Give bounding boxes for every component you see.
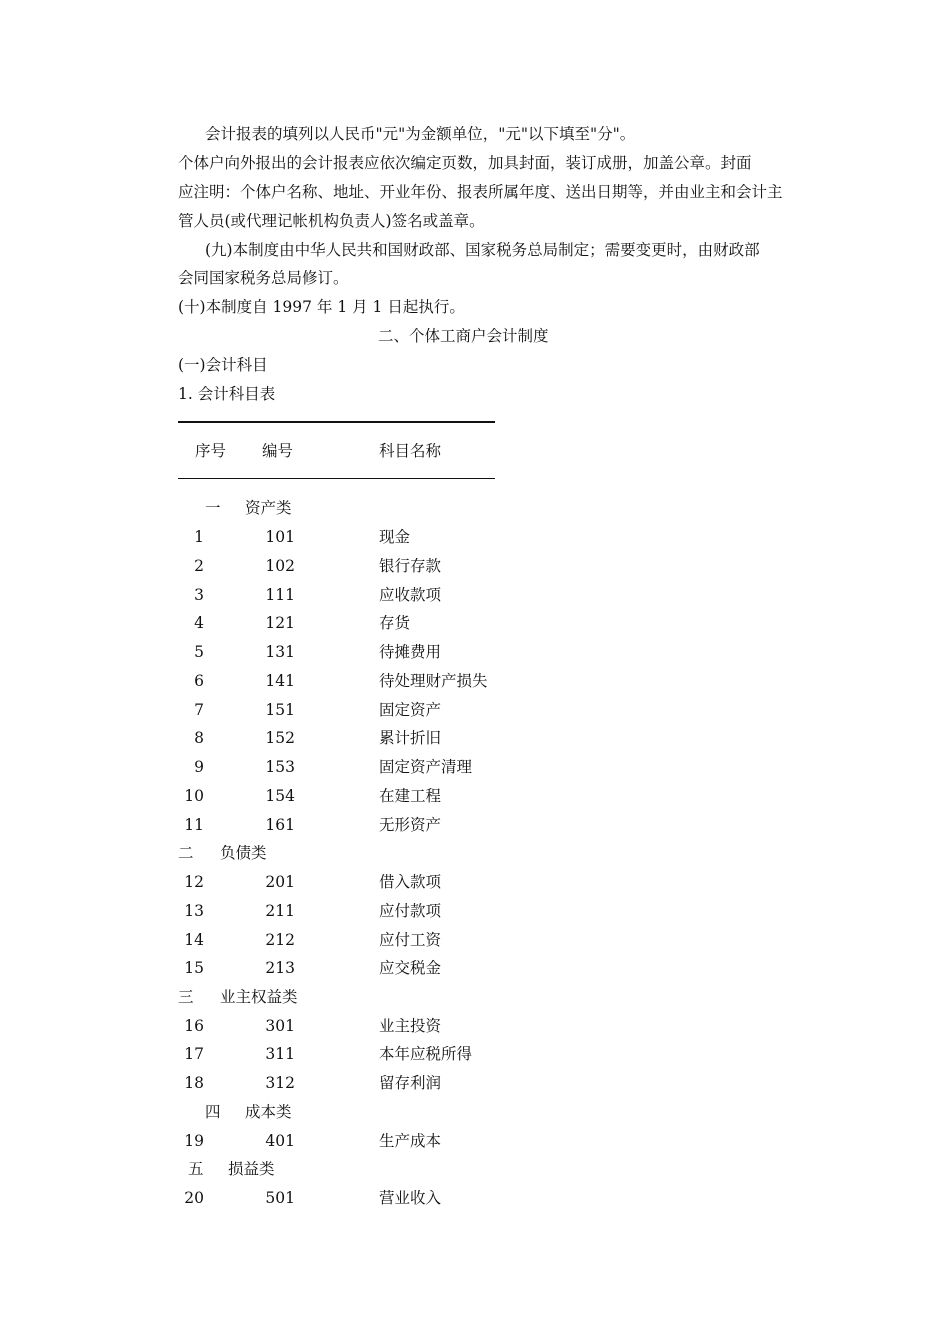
table-top-rule [178,421,495,423]
row-seq: 13 [184,902,204,920]
category-label: 资产类 [245,499,292,517]
header-seq: 序号 [195,442,227,460]
row-seq: 8 [194,729,204,747]
row-name: 无形资产 [379,816,442,834]
row-seq: 5 [194,643,204,661]
row-code: 311 [265,1045,295,1063]
row-name: 本年应税所得 [379,1045,473,1063]
row-name: 应付款项 [379,902,442,920]
category-num: 一 [205,499,221,517]
subsection-title: (一)会计科目 [178,356,268,374]
row-name: 待摊费用 [379,643,442,661]
table-title: 1. 会计科目表 [178,385,276,403]
category-label: 业主权益类 [220,988,298,1006]
row-seq: 17 [184,1045,204,1063]
row-code: 401 [265,1132,295,1150]
row-seq: 15 [184,959,204,977]
row-name: 固定资产清理 [379,758,473,776]
category-num: 二 [178,844,194,862]
header-code: 编号 [262,442,294,460]
row-code: 213 [265,959,295,977]
row-seq: 7 [194,701,204,719]
row-name: 应收款项 [379,586,442,604]
row-seq: 6 [194,672,204,690]
row-name: 生产成本 [379,1132,442,1150]
row-code: 121 [265,614,295,632]
row-code: 201 [265,873,295,891]
paragraph-report-line-1: 个体户向外报出的会计报表应依次编定页数，加具封面，装订成册，加盖公章。封面 [178,154,752,172]
row-name: 存货 [379,614,411,632]
row-code: 154 [265,787,295,805]
row-code: 141 [265,672,295,690]
row-code: 102 [265,557,295,575]
row-seq: 1 [194,528,204,546]
paragraph-report-line-3: 管人员(或代理记帐机构负责人)签名或盖章。 [178,212,485,230]
section-title: 二、个体工商户会计制度 [378,327,549,345]
row-seq: 16 [184,1017,204,1035]
row-seq: 2 [194,557,204,575]
row-name: 应交税金 [379,959,442,977]
category-label: 损益类 [228,1160,275,1178]
row-code: 212 [265,931,295,949]
paragraph-nine-line-2: 会同国家税务总局修订。 [178,269,349,287]
row-seq: 18 [184,1074,204,1092]
row-name: 借入款项 [379,873,442,891]
header-name: 科目名称 [379,442,442,460]
row-seq: 10 [184,787,204,805]
row-seq: 3 [194,586,204,604]
category-label: 成本类 [245,1103,292,1121]
category-num: 三 [178,988,194,1006]
row-seq: 9 [194,758,204,776]
row-name: 银行存款 [379,557,442,575]
category-num: 五 [188,1160,204,1178]
row-name: 应付工资 [379,931,442,949]
row-name: 固定资产 [379,701,442,719]
table-header-rule [178,478,495,479]
category-label: 负债类 [220,844,267,862]
row-seq: 19 [184,1132,204,1150]
row-code: 301 [265,1017,295,1035]
row-seq: 14 [184,931,204,949]
row-seq: 11 [184,816,204,834]
row-name: 累计折旧 [379,729,442,747]
category-num: 四 [205,1103,221,1121]
row-code: 312 [265,1074,295,1092]
paragraph-unit: 会计报表的填列以人民币"元"为金额单位，"元"以下填至"分"。 [205,125,636,143]
row-name: 在建工程 [379,787,442,805]
row-code: 111 [265,586,295,604]
row-name: 现金 [379,528,411,546]
row-code: 501 [265,1189,295,1207]
row-name: 营业收入 [379,1189,442,1207]
row-seq: 4 [194,614,204,632]
row-name: 待处理财产损失 [379,672,488,690]
paragraph-nine-line-1: (九)本制度由中华人民共和国财政部、国家税务总局制定；需要变更时，由财政部 [205,241,760,259]
row-seq: 20 [184,1189,204,1207]
row-name: 业主投资 [379,1017,442,1035]
row-name: 留存利润 [379,1074,442,1092]
row-code: 152 [265,729,295,747]
paragraph-ten: (十)本制度自 1997 年 1 月 1 日起执行。 [178,298,465,316]
row-code: 101 [265,528,295,546]
row-seq: 12 [184,873,204,891]
row-code: 151 [265,701,295,719]
row-code: 161 [265,816,295,834]
row-code: 211 [265,902,295,920]
paragraph-report-line-2: 应注明：个体户名称、地址、开业年份、报表所属年度、送出日期等，并由业主和会计主 [178,183,783,201]
row-code: 131 [265,643,295,661]
row-code: 153 [265,758,295,776]
